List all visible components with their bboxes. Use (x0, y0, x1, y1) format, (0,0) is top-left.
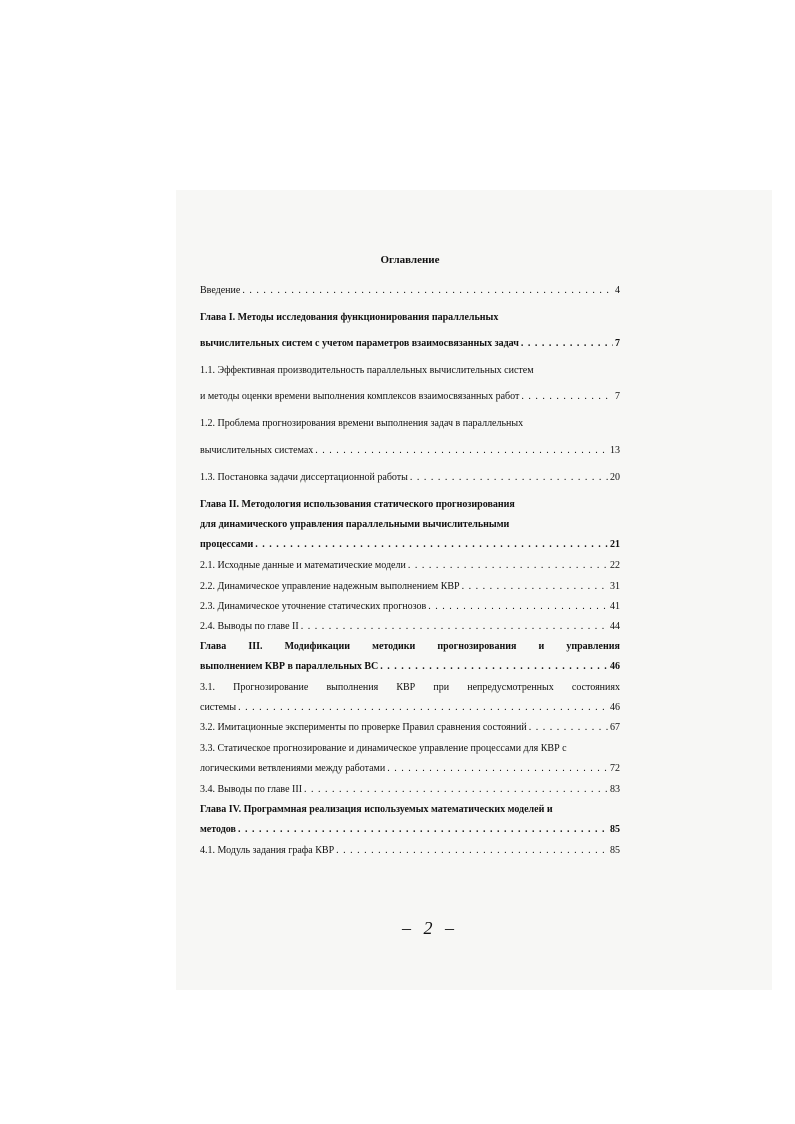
toc-word: и (538, 641, 545, 652)
toc-word: КВР (396, 682, 416, 693)
toc-chapter-1-line1[interactable]: Глава I. Методы исследования функционирования параллельных (200, 312, 499, 323)
toc-word: Модификации (284, 641, 351, 652)
toc-page: 83 (610, 784, 620, 795)
toc-chapter-4-line1[interactable]: Глава IV. Программная реализация используемых математических моделей и (200, 804, 553, 815)
toc-leader (238, 701, 608, 715)
page-number: – 2 – (402, 918, 458, 938)
toc-word: прогнозирования (437, 641, 517, 652)
toc-page: 85 (610, 824, 620, 835)
toc-word: состояниях (571, 682, 620, 693)
toc-leader (304, 783, 608, 797)
toc-chapter-4[interactable] (200, 823, 620, 837)
toc-chapter-1[interactable] (200, 337, 620, 351)
toc-section-2-4[interactable] (200, 620, 620, 634)
toc-page: 7 (615, 391, 620, 402)
toc-page: 67 (610, 722, 620, 733)
toc-entry-text: 4.1. Модуль задания графа КВР (200, 845, 335, 856)
toc-section-1-2[interactable] (200, 444, 620, 458)
toc-leader (238, 823, 608, 837)
toc-entry-text: 3.4. Выводы по главе III (200, 784, 303, 795)
toc-section-3-3[interactable] (200, 762, 620, 776)
toc-section-2-2[interactable] (200, 580, 620, 594)
toc-entry-text: Введение (200, 285, 241, 296)
toc-leader (315, 444, 608, 458)
toc-chapter-2-line1[interactable]: Глава II. Методология использования статического прогнозирования (200, 499, 515, 510)
toc-page: 4 (615, 285, 620, 296)
toc-section-1-1-line1[interactable]: 1.1. Эффективная производительность параллельных вычислительных систем (200, 365, 534, 376)
toc-section-1-3[interactable] (200, 471, 620, 485)
toc-word: управления (566, 641, 620, 652)
toc-entry-text: 2.2. Динамическое управление надежным выполнением КВР (200, 581, 460, 592)
toc-chapter-2[interactable] (200, 538, 620, 552)
toc-word: при (433, 682, 450, 693)
toc-word: непредусмотренных (467, 682, 554, 693)
toc-entry-text: вычислительных системах (200, 445, 314, 456)
toc-leader (380, 660, 608, 674)
toc-word: III. (248, 641, 263, 652)
toc-page: 46 (610, 702, 620, 713)
toc-word: методики (372, 641, 416, 652)
toc-entry-text: процессами (200, 539, 254, 550)
toc-section-4-1[interactable] (200, 844, 620, 858)
toc-page: 21 (610, 539, 620, 550)
toc-chapter-3-line1[interactable] (200, 640, 620, 654)
toc-section-1-1[interactable] (200, 390, 620, 404)
toc-entry-intro[interactable] (200, 284, 620, 298)
toc-leader (242, 284, 613, 298)
toc-entry-text: системы (200, 702, 237, 713)
toc-leader (521, 337, 613, 351)
toc-entry-text: методов (200, 824, 236, 835)
toc-entry-text: выполнением КВР в параллельных ВС (200, 661, 379, 672)
toc-word: 3.1. (200, 682, 215, 693)
toc-entry-text: логическими ветвлениями между работами (200, 763, 386, 774)
toc-entry-text: вычислительных систем с учетом параметров взаимосвязанных задач (200, 338, 519, 349)
toc-leader (529, 721, 608, 735)
toc-word: Прогнозирование (233, 682, 309, 693)
toc-leader (336, 844, 608, 858)
toc-page: 31 (610, 581, 620, 592)
toc-page: 72 (610, 763, 620, 774)
toc-section-1-2-line1[interactable]: 1.2. Проблема прогнозирования времени выполнения задач в параллельных (200, 418, 524, 429)
toc-section-3-4[interactable] (200, 783, 620, 797)
toc-section-3-1-line1[interactable] (200, 681, 620, 695)
toc-page: 85 (610, 845, 620, 856)
toc-leader (301, 620, 608, 634)
toc-section-3-2[interactable] (200, 721, 620, 735)
toc-page: 22 (610, 560, 620, 571)
toc-entry-text: 1.3. Постановка задачи диссертационной работы (200, 472, 408, 483)
toc-leader (255, 538, 608, 552)
toc-leader (521, 390, 613, 404)
toc-section-2-3[interactable] (200, 600, 620, 614)
toc-leader (408, 559, 608, 573)
toc-chapter-2-line2[interactable]: для динамического управления параллельными вычислительными (200, 519, 510, 530)
toc-leader (428, 600, 608, 614)
toc-word: Глава (200, 641, 227, 652)
toc-page: 20 (610, 472, 620, 483)
toc-page: 44 (610, 621, 620, 632)
toc-section-3-1[interactable] (200, 701, 620, 715)
toc-chapter-3[interactable] (200, 660, 620, 674)
toc-section-2-1[interactable] (200, 559, 620, 573)
toc-entry-text: 2.3. Динамическое уточнение статических прогнозов (200, 601, 427, 612)
toc-entry-text: 2.4. Выводы по главе II (200, 621, 299, 632)
toc-leader (387, 762, 608, 776)
page-title: Оглавление (380, 254, 440, 266)
toc-entry-text: 2.1. Исходные данные и математические модели (200, 560, 406, 571)
toc-page: 7 (615, 338, 620, 349)
toc-section-3-3-line1[interactable]: 3.3. Статическое прогнозирование и динамическое управление процессами для КВР с (200, 743, 567, 754)
toc-leader (462, 580, 608, 594)
toc-word: выполнения (326, 682, 379, 693)
toc-page: 41 (610, 601, 620, 612)
toc-page: 13 (610, 445, 620, 456)
toc-entry-text: 3.2. Имитационные эксперименты по проверке Правил сравнения состояний (200, 722, 527, 733)
toc-leader (410, 471, 608, 485)
toc-page: 46 (610, 661, 620, 672)
toc-entry-text: и методы оценки времени выполнения комплексов взаимосвязанных работ (200, 391, 520, 402)
